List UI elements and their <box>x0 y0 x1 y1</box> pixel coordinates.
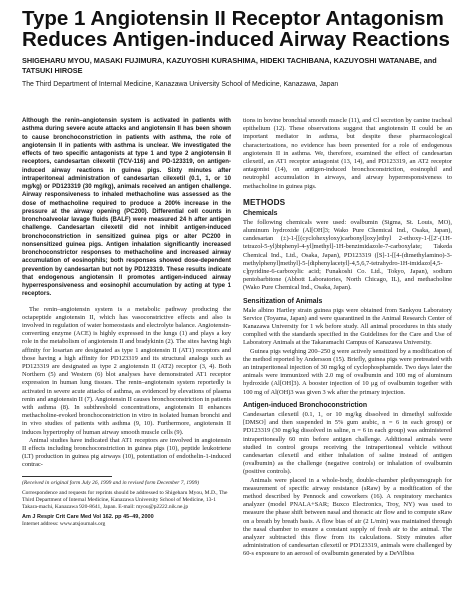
article-title: Type 1 Angiotensin II Receptor Antagonism Reduces Antigen-induced Airway Reactions <box>22 7 450 51</box>
affiliation: The Third Department of Internal Medicine, Kanazawa University School of Medicine, Kanazawa, Japan <box>22 81 339 88</box>
bronchoconstriction-heading: Antigen-induced Bronchoconstriction <box>243 401 368 409</box>
chemicals-paragraph: The following chemicals were used: ovalbumin (Sigma, St. Louis, MO), aluminum hydroxide (Al[OH]3; Wako Pure Chemical Ind., Osaka, Japan), candesartan (±)-1-[[(cyclohexyloxy)carbonyl]oxy]ethyl 2-ethoxy-1-[[2′-(1H-tetrazol-5-yl)biphenyl-4-yl]methyl]-1H-benzimidazole-7-carboxylate; Takeda Chemical Ind., Ltd., Osaka, Japan), PD123319 ([S]-1-[[4-(dimethylamino)-3-methylphenyl]methyl]-5-[diphenylacetyl]-4,5,6,7-tetrahydro-1H-imidazo[4,5-c]pyridine-6-carboxylic acid; Funakoshi Co. Ltd., Tokyo, Japan), sodium pentobarbitone (Abbott Laboratories, North Chicago, IL), and methacholine (Wako Pure Chemical Ind., Osaka, Japan). <box>243 218 452 292</box>
intro-paragraph: Animal studies have indicated that AT1 receptors are involved in angiotensin II effects including bronchoconstriction in guinea pigs (10), peptide leukotriene (LT) production in guinea pig airways (10), potentiation of endothelin-1-induced contrac- <box>22 436 231 469</box>
sensitization-heading: Sensitization of Animals <box>243 297 323 305</box>
journal-website: Internet address: www.atsjournals.org <box>22 520 106 527</box>
left-column <box>22 117 231 528</box>
sensitization-paragraph: Guinea pigs weighing 200–250 g were actively sensitized by a modification of the method reported by Andersson (15). Briefly, guinea pigs were pretreated with an intraperitoneal injection of 30 mg/kg of cyclophosphamide. Two days later the animals were immunized with 2.0 mg of ovalbumin and 100 mg of aluminum hydroxide (Al[OH]3). A booster injection of 10 μg of ovalbumin together with 100 mg of Al(OH)3 was given 3 wk after the primary injection. <box>243 347 452 396</box>
chemicals-heading: Chemicals <box>243 209 278 217</box>
right-column <box>243 117 452 559</box>
abstract: Although the renin–angiotensin system is activated in patients with asthma during severe acute attacks and angiotensin II has been shown to cause bronchoconstriction in patients with asthma, the role of angiotensin II in patients with asthma is unclear. We investigated the effects of two specific antagonists at type 1 and type 2 angiotensin II receptors, candesartan cilexetil (TCV-116) and PD-123319, on antigen-induced airway reactions in guinea pigs. Sixty minutes after intraperitoneal administration of candesartan cilexetil (0.1, 1, or 10 mg/kg) or PD123319 (30 mg/kg), animals received an antigen challenge. Airway responsiveness to inhaled methacholine was assessed as the dose of methacholine required to produce a 200% increase in the pressure at the airway opening (PC200). Differential cell counts in bronchoalveolar lavage fluids (BALF) were measured 24 h after antigen challenge. Candesartan cilexetil did not inhibit antigen-induced bronchoconstriction in sensitized guinea pigs or alter PC200 in nonsensitized guinea pigs. Antigen inhalation significantly increased bronchoconstrictor responses to methacholine and increased airway accumulation of eosinophils; both responses showed dose-dependent prevention by candesartan but not by PD123319. These results indicate that endogenous angiotensin II promotes antigen-induced airway hyperresponsiveness and eosinophil accumulation by acting at type 1 receptors. <box>22 118 231 298</box>
correspondence-note: Correspondence and requests for reprints should be addressed to Shigeharu Myou, M.D., The Third Department of Internal Medicine, Kanazawa University School of Medicine, 13-1 Takara-machi, Kanazawa 920-8641, Japan. E-mail: myou@p2222.nik.ne.jp <box>22 489 228 510</box>
bronchoconstriction-paragraph: Candesartan cilexetil (0.1, 1, or 10 mg/kg dissolved in dimethyl sulfoxide [DMSO] and then suspended in 5% gum arabic, n = 6 in each group) or PD123319 (30 mg/kg dissolved in saline, n = 6 in each group) was administered intraperitoneally 60 min before antigen challenge. Additional animals were studied in control groups receiving the intraperitoneal vehicle without candesartan cilexetil and either inhalation of saline instead of antigen (ovalbumin) as the challenge (negative controls) or inhalation of ovalbumin (positive controls). <box>243 410 452 476</box>
sensitization-paragraph: Male albino Hartley strain guinea pigs were obtained from Sankyou Laboratory Service (Toyama, Japan) and were quarantined in the Animal Research Center of Kanazawa University for 1 wk before study. All animal procedures in this study complied with the standards specified in the Guidelines for the Care and Use of Laboratory Animals at the Takaramachi Campus of Kanazawa University. <box>243 306 452 347</box>
intro-continuation: tions in bovine bronchial smooth muscle (11), and Cl secretion by canine tracheal epithelium (12). These observations suggest that angiotensin II could be an important mediator in asthma, but despite these pharmacological characterizations, no evidence has been presented for a role of endogenous angiotensin II in asthma. We, therefore, examined the effect of candesartan cilexetil, an AT1 receptor antagonist (13, 14), and PD123319, an AT2 receptor antagonist (14), on antigen-induced bronchoconstriction, eosinophil and neutrophil accumulation in airways, and airway hyperresponsiveness to methacholine in guinea pigs. <box>243 117 452 190</box>
received-note: (Received in original form July 26, 1999 and in revised form December 7, 1999) <box>22 479 200 486</box>
footnote-divider <box>22 476 112 477</box>
intro-paragraph: The renin–angiotensin system is a metabolic pathway producing the octapeptide angiotensin II, which has vasoconstrictive effects and also is involved in regulation of water homeostasis and electrolyte balance. Angiotensin-converting enzyme (ACE) is highly expressed in the lungs (1) and plays a key role in the metabolism of angiotensin II and bradykinin (2). The sites having high affinity for losartan are designated as type 1 angiotensin II (AT1) receptors and those having a high affinity for PD123319 and its structural analogs such as PD123319 are designated as type 2 angiotensin II (AT2) receptor (3, 4). Both Northern (5) and Western (6) blot analyses have demonstrated AT1 receptor expression in human lung tissues. The renin–angiotensin system reportedly is activated in severe acute attacks of asthma, as evidenced by elevations of plasma renin and angiotensin II (7). Angiotensin II causes bronchoconstriction in patients with asthma (8). In subthreshold concentrations, angiotensin II enhances methacholine-evoked bronchoconstriction in vitro in isolated human bronchi and in vivo studies of patients with asthma (9, 10). Furthermore, angiotensin II induces hypertrophy of human airway smooth muscle cells (9). <box>22 305 231 436</box>
author-list: SHIGEHARU MYOU, MASAKI FUJIMURA, KAZUYOSHI KURASHIMA, HIDEKI TACHIBANA, KAZUYOSHI WATANABE, and TATSUKI HIROSE <box>22 56 437 75</box>
bronchoconstriction-paragraph: Animals were placed in a whole-body, double-chamber plethysmograph for measurement of specific airway resistance (sRaw) by a modification of the method described by Pennock and coworkers (16). A respiratory mechanics analyzer (model PNALA+SAR; Buxco Electronics, Troy, NY) was used to measure the phase shift between nasal and thoracic air flow and to compute sRaw on a breath by breath basis. A flow bias of air (2 L/min) was maintained through the nasal chamber to ensure a constant supply of fresh air to the animal. The analyzer subtracted this flow from its calculations. Sixty minutes after administration of candesartan cilexetil or PD123319, animals were challenged by 60-s exposure to an aerosol of ovalbumin generated by a DeVilbiss <box>243 476 452 558</box>
journal-citation: Am J Respir Crit Care Med Vol 162. pp 45–49, 2000 <box>22 513 154 520</box>
methods-heading: METHODS <box>243 197 286 207</box>
